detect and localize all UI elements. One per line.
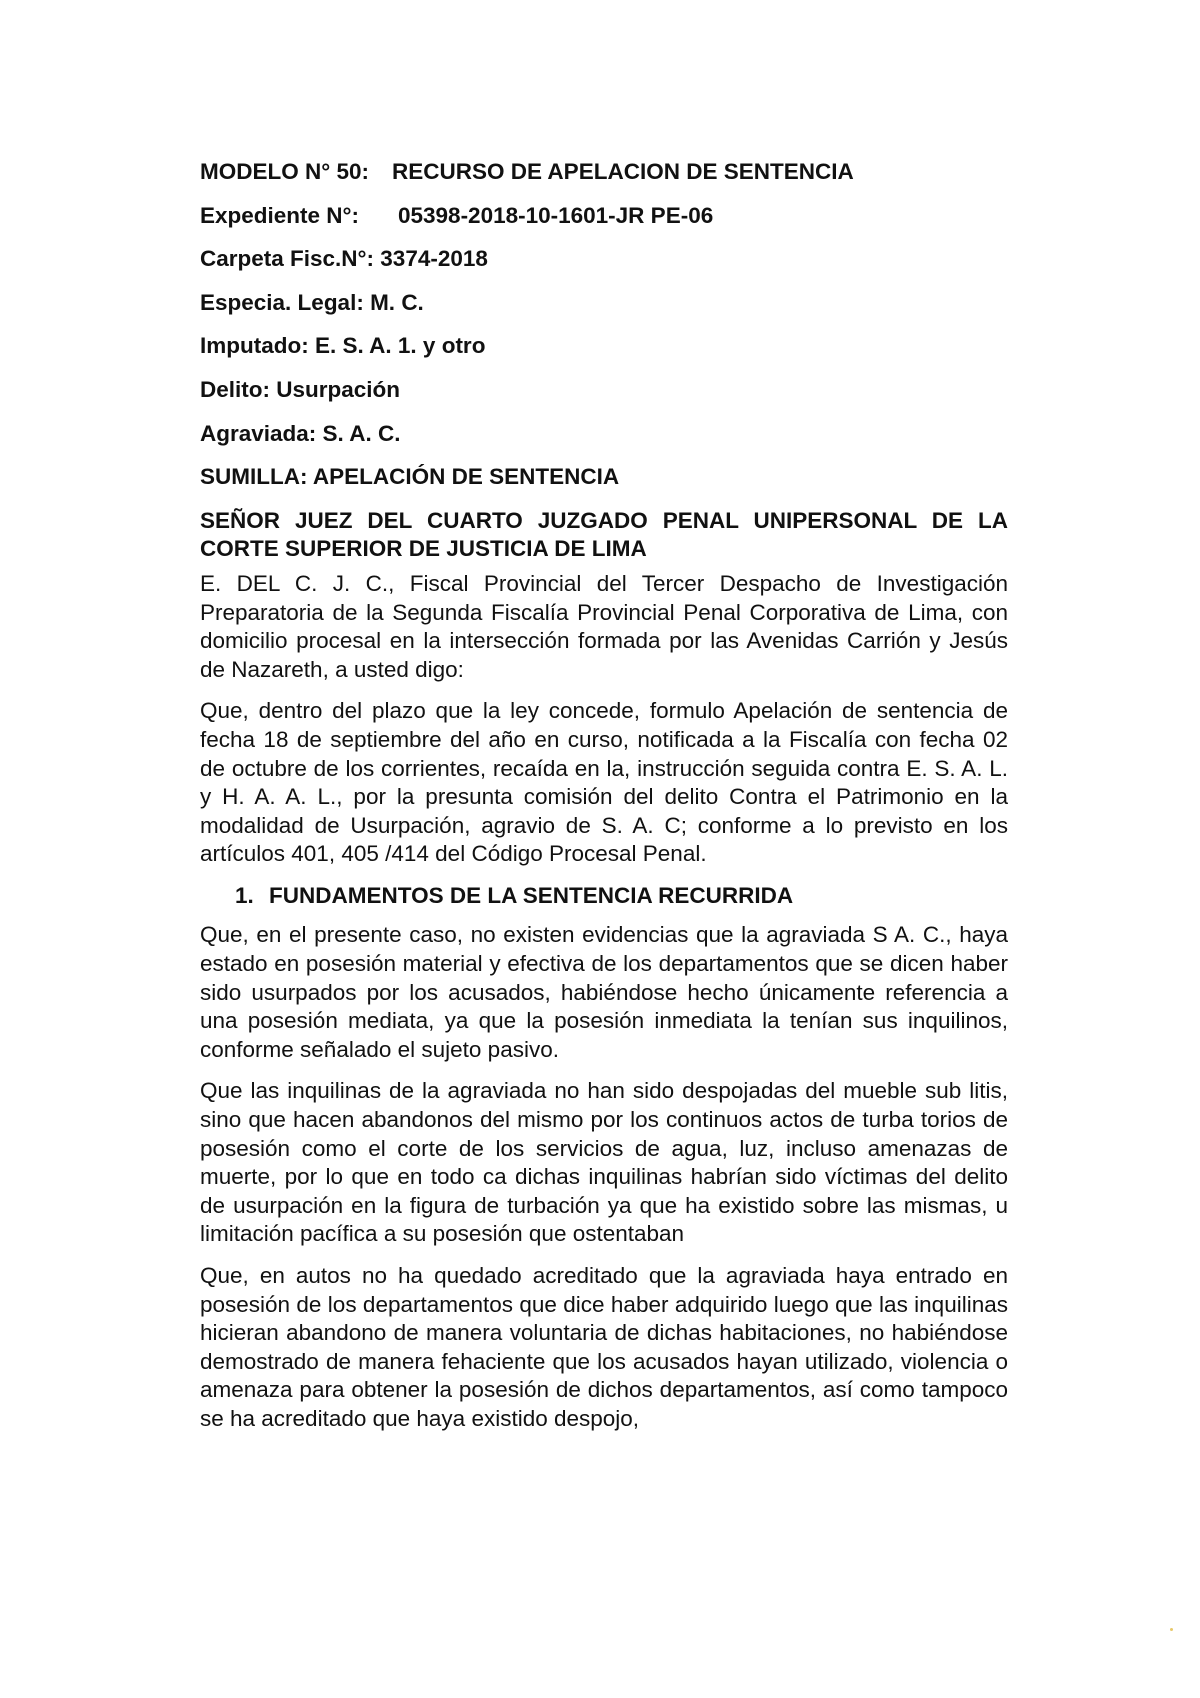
petition-paragraph: Que, dentro del plazo que la ley concede, formulo Apelación de sentencia de fecha 18 de septiembre del año en curso, notificada a la Fiscalía con fecha 02 de octubre de los corrientes, recaída en la, instrucción seguida contra E. S. A. L. y H. A. A. L., por la presunta comisión del delito Contra el Patrimonio en la modalidad de Usurpación, agravio de S. A. C; conforme a lo previsto en los artículos 401, 405 /414 del Código Procesal Penal. [200,698,1008,867]
intro-paragraph: E. DEL C. J. C., Fiscal Provincial del Tercer Despacho de Investigación Preparatoria de la Segunda Fiscalía Provincial Penal Corporativa de Lima, con domicilio procesal en la intersección formada por las Avenidas Carrión y Jesús de Nazareth, a usted digo: [200,570,1008,682]
expediente-value: 05398-2018-10-1601-JR PE-06 [398,202,714,228]
paragraph-2: Que las inquilinas de la agraviada no han sido despojadas del mueble sub litis, sino que hacen abandonos del mismo por los continuos actos de turba torios de posesión como el corte de los servicios de agua, luz, incluso amenazas de muerte, por lo que en todo ca dichas inquilinas habrían sido víctimas del delito de usurpación en la figura de turbación ya que ha existido sobre las mismas, u limitación pacífica a su posesión que ostentaban [200,1078,1008,1247]
section-number: 1. [235,882,254,908]
paragraph-1: Que, en el presente caso, no existen evidencias que la agraviada S A. C., haya estado en posesión material y efectiva de los departamentos que se dicen haber sido usurpados por los acusados, habiéndose hecho únicamente referencia a una posesión mediata, ya que la posesión inmediata la tenían sus inquilinos, conforme señalado el sujeto pasivo. [200,922,1008,1062]
expediente-label: Expediente N°: [200,202,360,228]
section-title: FUNDAMENTOS DE LA SENTENCIA RECURRIDA [269,882,794,908]
document-content [200,158,1008,1447]
corner-dot [1170,1628,1173,1631]
addressee-heading: SEÑOR JUEZ DEL CUARTO JUZGADO PENAL UNIPERSONAL DE LA CORTE SUPERIOR DE JUSTICIA DE LIMA [200,507,1008,562]
agraviada-line: Agraviada: S. A. C. [200,420,401,446]
title-label: MODELO N° 50: [200,159,370,184]
title-value: RECURSO DE APELACION DE SENTENCIA [392,159,854,184]
imputado-line: Imputado: E. S. A. 1. y otro [200,333,486,359]
section-heading [235,882,1008,911]
carpeta-line: Carpeta Fisc.N°: 3374-2018 [200,246,488,272]
especia-line: Especia. Legal: M. C. [200,289,424,315]
expediente-line [200,202,1008,231]
sumilla-line: SUMILLA: APELACIÓN DE SENTENCIA [200,464,620,490]
delito-line: Delito: Usurpación [200,376,401,402]
document-title [200,158,1008,187]
paragraph-3: Que, en autos no ha quedado acreditado que la agraviada haya entrado en posesión de los departamentos que dice haber adquirido luego que las inquilinas hicieran abandono de manera voluntaria de dichas habitaciones, no habiéndose demostrado de manera fehaciente que los acusados hayan utilizado, violencia o amenaza para obtener la posesión de dichos departamentos, así como tampoco se ha acreditado que haya existido despojo, [200,1263,1008,1431]
